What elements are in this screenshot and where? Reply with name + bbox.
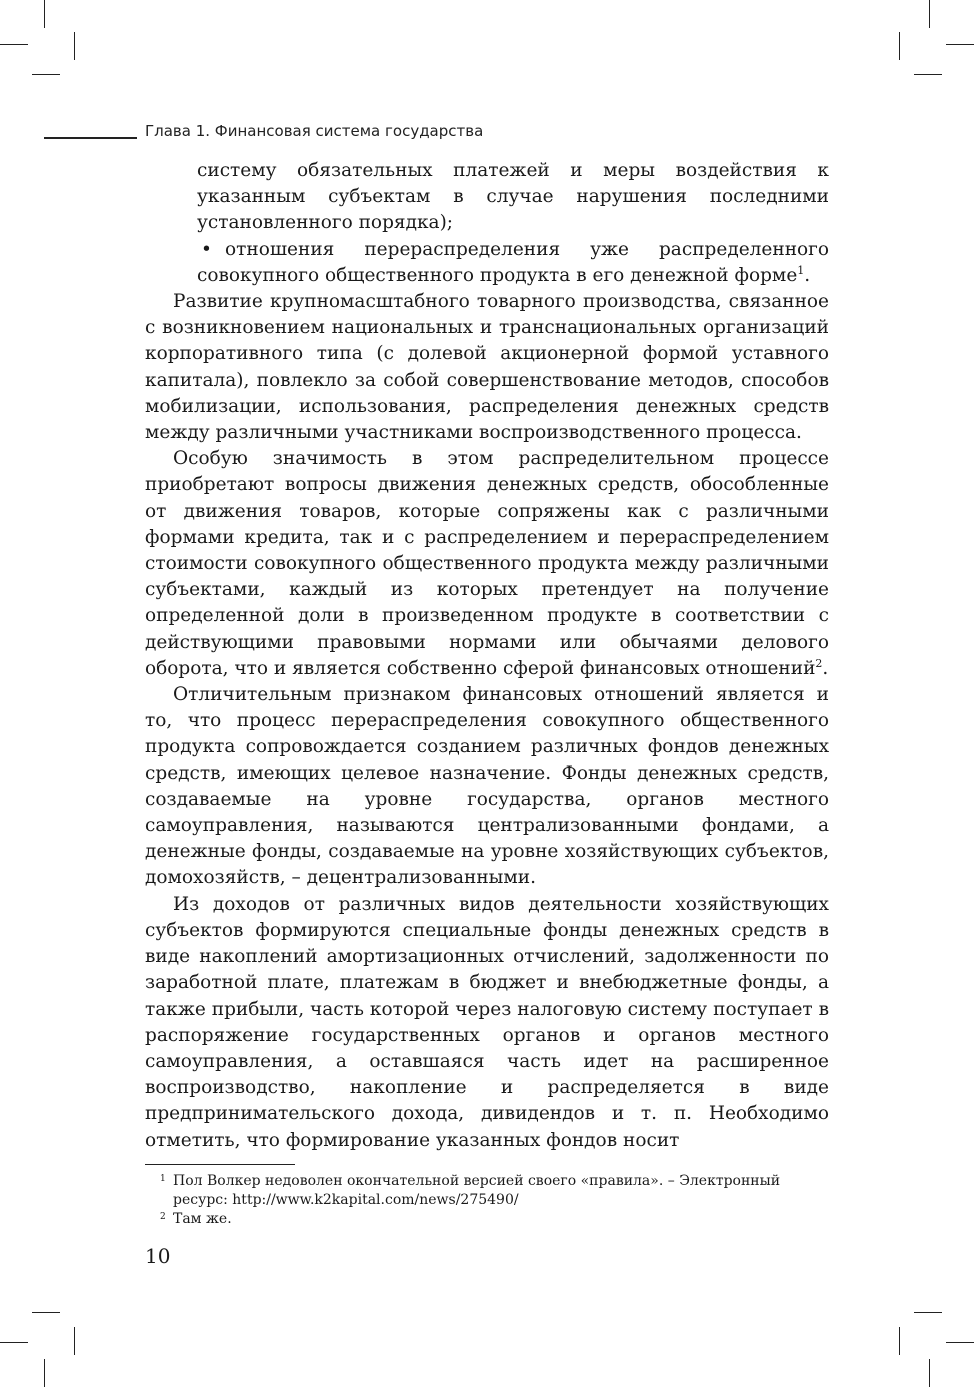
paragraph-1: Развитие крупномасштабного товарного производства, связанное с возникновением национальных и транснациональных организаций корпоративного типа (с долевой акционерной формой уставного капитала), повлекло за собой совершенствование методов, способов мобилизации, использования, распределения денежных средств между различными участниками воспроизводственного процесса. xyxy=(145,291,829,444)
page-number: 10 xyxy=(145,1244,171,1268)
crop-mark xyxy=(44,1359,45,1387)
crop-mark xyxy=(946,44,974,45)
paragraph-4: Из доходов от различных видов деятельности хозяйствующих субъектов формируются специальные фонды денежных средств в виде накоплений амортизационных отчислений, задолженности по заработной плате, платежам в бюджет и внебюджетные фонды, а также прибыли, часть которой через налоговую систему поступает в распоряжение государственных органов и органов местного самоуправления, а оставшаяся часть идет на расширенное воспроизводство, накопление и распределяется в виде предпринимательского дохода, дивидендов и т. п. Необходимо отметить, что формирование указанных фондов носит xyxy=(145,893,829,1151)
footnote-2: 2 Там же. xyxy=(160,1211,232,1227)
footnotes xyxy=(145,1172,829,1229)
paragraph-2 xyxy=(145,446,829,682)
crop-mark xyxy=(32,74,60,75)
crop-mark xyxy=(74,32,75,60)
crop-mark xyxy=(32,1312,60,1313)
crop-mark xyxy=(899,1327,900,1355)
footnote-text: Там же. xyxy=(173,1211,232,1227)
crop-mark xyxy=(929,0,930,28)
footnote-1: 1 Пол Волкер недоволен окончательной версией своего «правила». – Электронный ресурс: http://www.k2kapital.com/news/275490/ xyxy=(160,1173,781,1208)
bullet-dot-icon: • xyxy=(201,238,212,260)
crop-mark xyxy=(946,1342,974,1343)
crop-mark xyxy=(0,1342,28,1343)
crop-mark xyxy=(914,74,942,75)
running-head: Глава 1. Финансовая система государства xyxy=(145,122,484,140)
footnote-ref: 1 xyxy=(797,263,805,277)
header-rule xyxy=(44,137,137,139)
footnote-ref: 2 xyxy=(815,656,823,670)
body-text xyxy=(145,158,829,1154)
paragraph-2-text: Особую значимость в этом распределительном процессе приобретают вопросы движения денежных средств, обособленные от движения товаров, которые сопряжены как с различными формами кредита, так и с распределением и перераспределением стоимости совокупного общественного продукта между различными субъектами, каждый из которых претендует на получение определенной доли в произведенном продукте в соответствии с действующими правовыми нормами или обычаями делового оборота, что и является собственно сферой финансовых отношений xyxy=(145,448,829,679)
list-continuation: систему обязательных платежей и меры воздействия к указанным субъектам в случае нарушения последними установленного порядка); xyxy=(197,160,829,234)
paragraph-3: Отличительным признаком финансовых отношений является и то, что процесс перераспределения совокупного общественного продукта сопровождается созданием различных фондов денежных средств, имеющих целевое назначение. Фонды денежных средств, создаваемые на уровне государства, органов местного самоуправления, называются централизованными фондами, а денежные фонды, создаваемые на уровне хозяйствующих субъектов, домохозяйств, – децентрализованными. xyxy=(145,684,829,889)
bullet-text: отношения перераспределения уже распределенного совокупного общественного продукта в его денежной форме xyxy=(197,238,829,286)
crop-mark xyxy=(0,44,28,45)
paragraph-2-end: . xyxy=(822,657,829,679)
crop-mark xyxy=(74,1327,75,1355)
crop-mark xyxy=(929,1359,930,1387)
crop-mark xyxy=(899,32,900,60)
footnote-text: Пол Волкер недоволен окончательной версией своего «правила». – Электронный ресурс: http://www.k2kapital.com/news/275490/ xyxy=(173,1173,781,1208)
crop-mark xyxy=(44,0,45,28)
crop-mark xyxy=(914,1312,942,1313)
bullet-item xyxy=(145,237,829,289)
footnote-rule xyxy=(145,1164,295,1165)
bullet-end: . xyxy=(804,264,811,286)
